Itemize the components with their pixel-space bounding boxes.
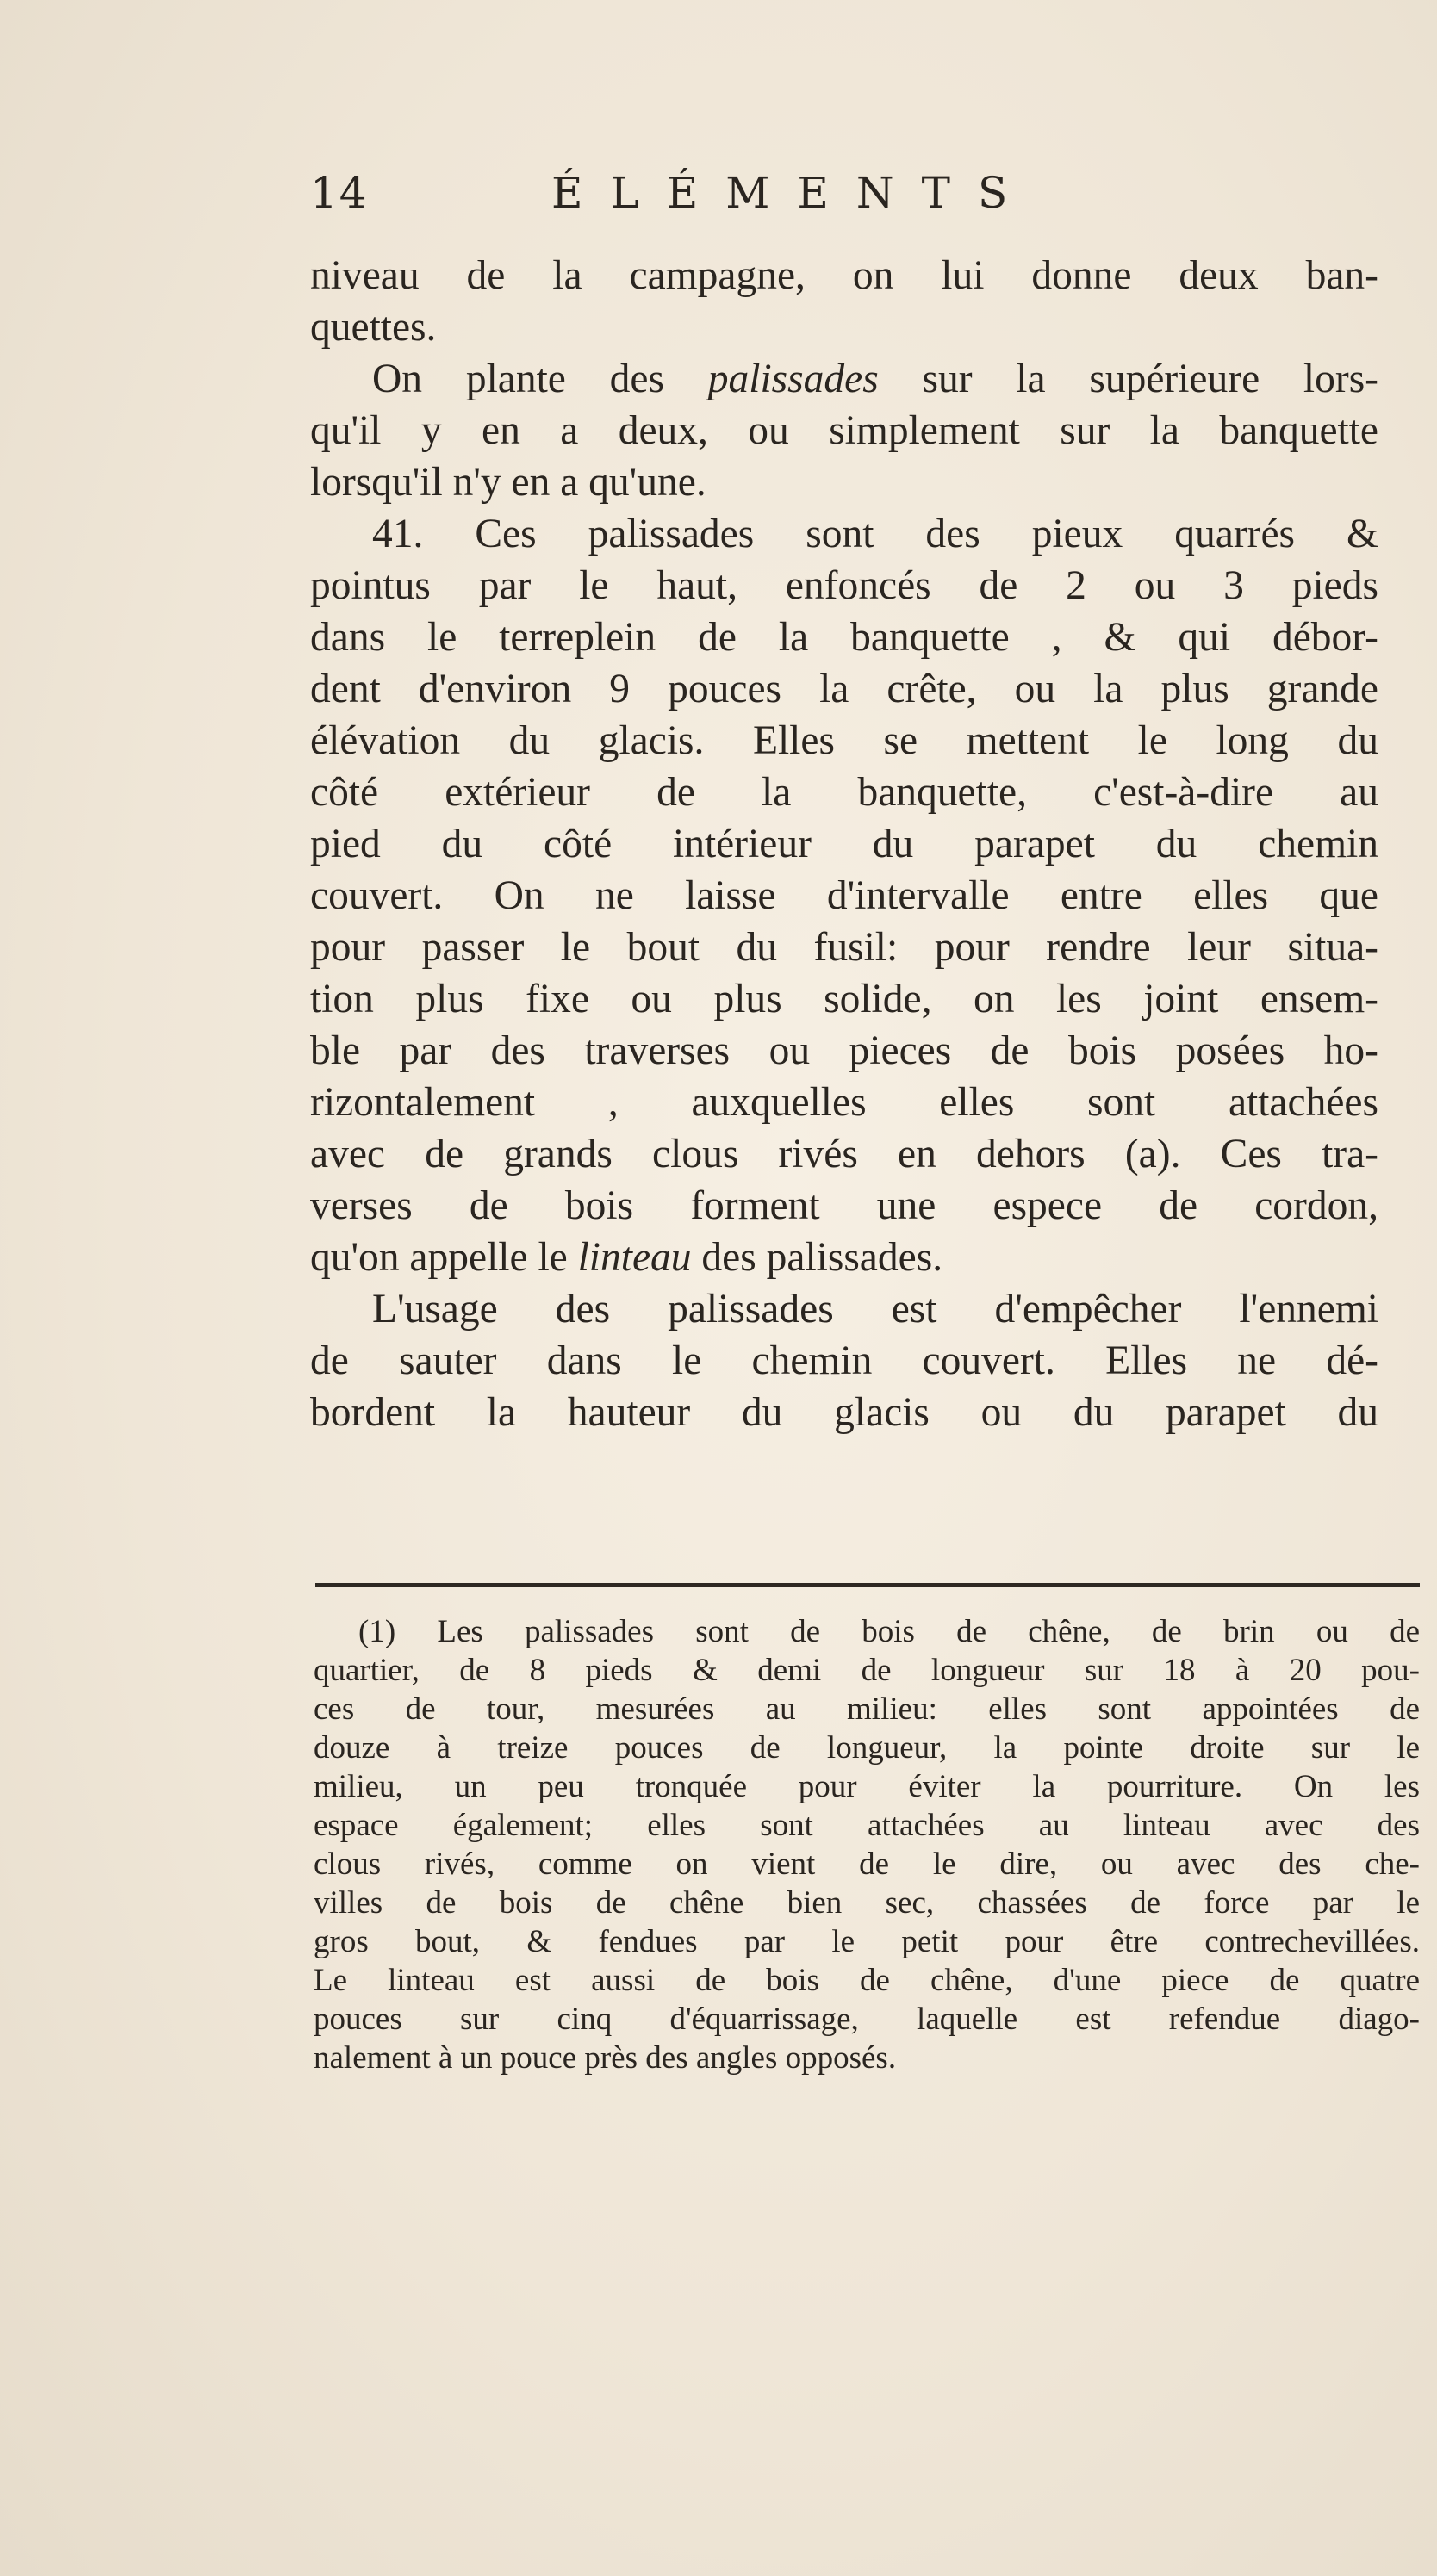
footnote-line: villes de bois de chêne bien sec, chassées de force par le <box>314 1885 1420 1921</box>
footnote-line: espace également; elles sont attachées au linteau avec des <box>314 1808 1420 1843</box>
footnote-line: clous rivés, comme on vient de le dire, ou avec des che- <box>314 1847 1420 1882</box>
body-text <box>310 250 1378 1438</box>
text-line: ble par des traverses ou pieces de bois posées ho- <box>310 1028 1378 1073</box>
text-line: couvert. On ne laisse d'intervalle entre elles que <box>310 873 1378 918</box>
text-line: pour passer le bout du fusil: pour rendre leur situa- <box>310 925 1378 970</box>
text-line: qu'on appelle le linteau des palissades. <box>310 1235 943 1280</box>
text-line: côté extérieur de la banquette, c'est-à-dire au <box>310 770 1378 815</box>
text-line: élévation du glacis. Elles se mettent le long du <box>310 718 1378 763</box>
text-line: avec de grands clous rivés en dehors (a). Ces tra- <box>310 1132 1378 1176</box>
footnote-line: Le linteau est aussi de bois de chêne, d'une piece de quatre <box>314 1963 1420 1998</box>
text-line: bordent la hauteur du glacis ou du parapet du <box>310 1390 1378 1435</box>
text-line: pointus par le haut, enfoncés de 2 ou 3 pieds <box>310 563 1378 608</box>
footnote-line: nalement à un pouce près des angles opposés. <box>314 2040 897 2076</box>
text-line: qu'il y en a deux, ou simplement sur la banquette <box>310 408 1378 453</box>
text-line: pied du côté intérieur du parapet du chemin <box>310 822 1378 866</box>
text-line: L'usage des palissades est d'empêcher l'ennemi <box>372 1287 1378 1331</box>
page-header <box>310 168 1421 237</box>
footnote-line: gros bout, & fendues par le petit pour être contrechevillées. <box>314 1924 1420 1959</box>
text-line: dent d'environ 9 pouces la crête, ou la plus grande <box>310 667 1378 711</box>
text-line: verses de bois forment une espece de cordon, <box>310 1183 1378 1228</box>
footnote-line: milieu, un peu tronquée pour éviter la pourriture. On les <box>314 1769 1420 1804</box>
footnote-line: pouces sur cinq d'équarrissage, laquelle est refendue diago- <box>314 2002 1420 2037</box>
page-number: 14 <box>310 168 369 218</box>
italic-term: linteau <box>577 1235 692 1280</box>
text-line: de sauter dans le chemin couvert. Elles ne dé- <box>310 1338 1378 1383</box>
text-line: lorsqu'il n'y en a qu'une. <box>310 460 706 505</box>
text-line: rizontalement , auxquelles elles sont attachées <box>310 1080 1378 1125</box>
text-line: quettes. <box>310 305 437 350</box>
footnote-line: quartier, de 8 pieds & demi de longueur sur 18 à 20 pou- <box>314 1653 1420 1688</box>
running-head: ÉLÉMENTS <box>551 168 1036 218</box>
italic-term: palissades <box>707 357 879 401</box>
text-line: On plante des palissades sur la supérieure lors- <box>372 357 1378 401</box>
footnote-line: douze à treize pouces de longueur, la pointe droite sur le <box>314 1730 1420 1766</box>
footnote-divider <box>315 1583 1420 1587</box>
footnote-line: ces de tour, mesurées au milieu: elles sont appointées de <box>314 1691 1420 1727</box>
text-line: dans le terreplein de la banquette , & qui débor- <box>310 615 1378 660</box>
text-line: tion plus fixe ou plus solide, on les joint ensem- <box>310 977 1378 1021</box>
footnote-line: (1) Les palissades sont de bois de chêne, de brin ou de <box>358 1614 1420 1649</box>
text-line: niveau de la campagne, on lui donne deux ban- <box>310 253 1378 298</box>
footnote <box>314 1612 1420 2077</box>
text-line: 41. Ces palissades sont des pieux quarrés & <box>372 512 1378 556</box>
